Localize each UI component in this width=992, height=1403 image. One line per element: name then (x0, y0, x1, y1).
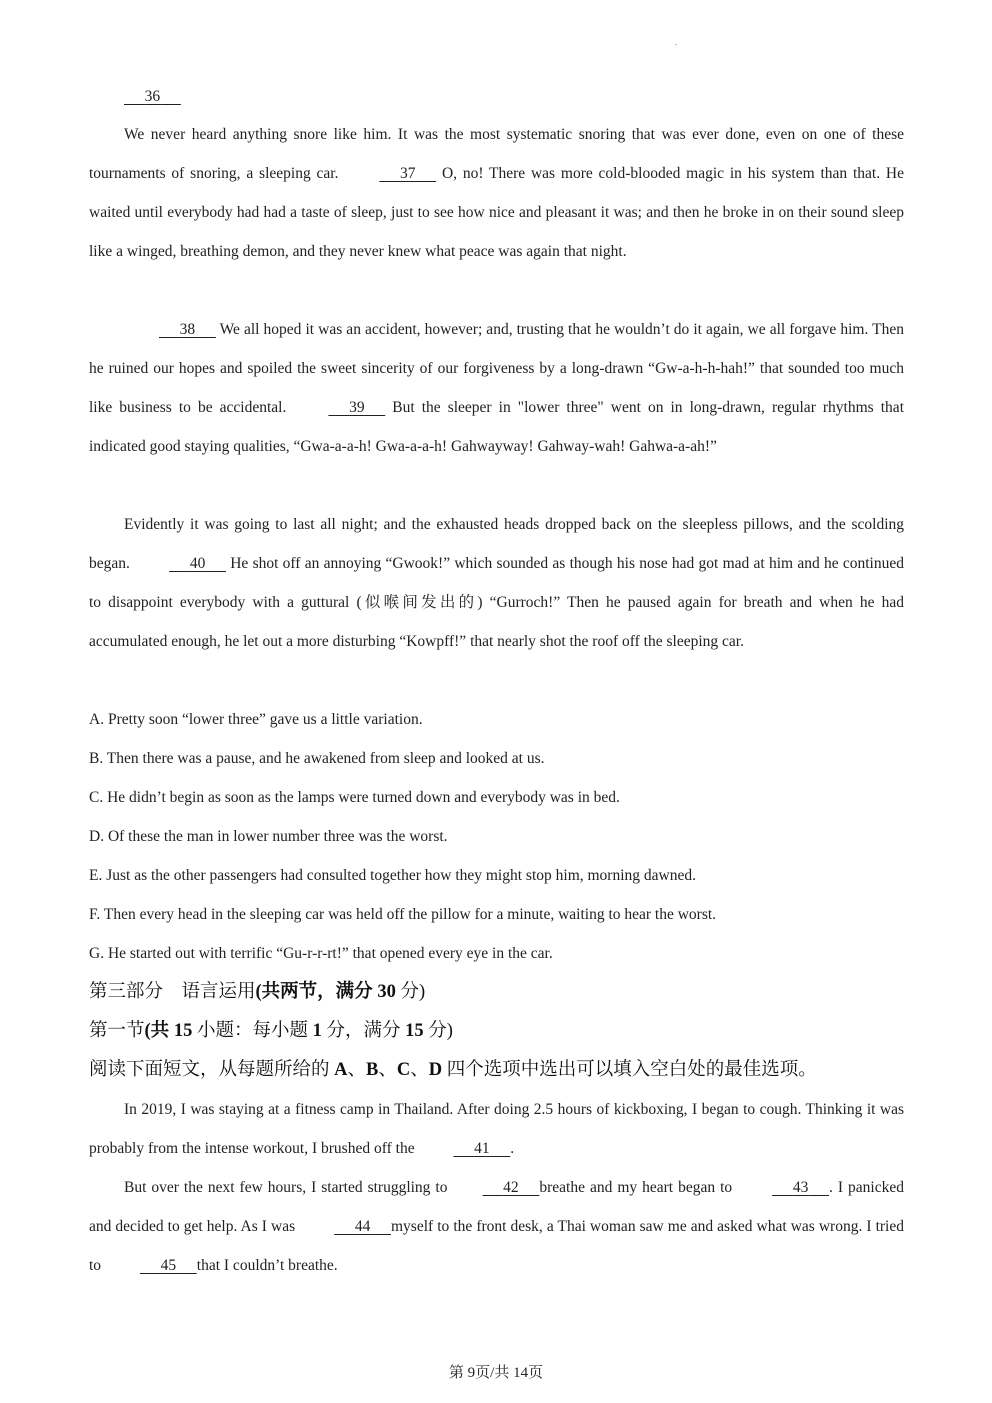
blank-36[interactable]: 36 (144, 88, 161, 105)
blank-37[interactable]: 37 (399, 165, 416, 182)
page-footer: 第 9页/共 14页 (448, 1365, 544, 1381)
paragraph-3-text-b: He shot off an annoying “Gwook!” which sounded as though his nose had got mad at him and he continued to disappoint everybody with a guttural (似喉间发出的) “Gurroch!” Then he paused again for breath and when he had accumulated enough, he let out a more disturbing “Kowpff!” that nearly shot the roof off the sleeping car. (89, 555, 904, 650)
paragraph-4 (89, 1090, 904, 1168)
blank-39[interactable]: 39 (349, 399, 365, 416)
paragraph-5-text-b: breathe and my heart began to (539, 1179, 738, 1196)
option-e: E. Just as the other passengers had consulted together how they might stop him, morning dawned. (89, 867, 696, 884)
paragraph-4-text-a: In 2019, I was staying at a fitness camp in Thailand. After doing 2.5 hours of kickboxing, I began to cough. Thinking it was probably from the intense workout, I brushed off the (89, 1101, 904, 1157)
paragraph-5-text-a: But over the next few hours, I started struggling to (124, 1179, 448, 1196)
paragraph-1 (89, 115, 904, 271)
option-g: G. He started out with terrific “Gu-r-r-rt!” that opened every eye in the car. (89, 945, 553, 962)
paragraph-4-text-b: . (510, 1140, 515, 1157)
section-3-1-heading: 第一节(共 15 小题：每小题 1 分，满分 15 分) (89, 1021, 453, 1041)
option-a: A. Pretty soon “lower three” gave us a little variation. (89, 711, 423, 728)
blank-41[interactable]: 41 (474, 1140, 490, 1157)
paragraph-2 (89, 310, 904, 466)
option-d: D. Of these the man in lower number three was the worst. (89, 828, 448, 845)
paragraph-5-text-c: . I panicked and decided to get help. As I was (89, 1179, 904, 1235)
paragraph-5-text-e: that I couldn’t breathe. (196, 1257, 338, 1274)
blank-44[interactable]: 44 (354, 1218, 371, 1235)
option-f: F. Then every head in the sleeping car was held off the pillow for a minute, waiting to hear the worst. (89, 906, 717, 923)
paragraph-1-text-b: O, no! There was more cold-blooded magic in his system than that. He waited until everybody had had a taste of sleep, just to see how nice and pleasant it was; and then he broke in on their sound sleep like a winged, breathing demon, and they never knew what peace was again that night. (89, 165, 904, 260)
blank-42[interactable]: 42 (503, 1179, 519, 1196)
option-b: B. Then there was a pause, and he awakened from sleep and looked at us. (89, 750, 545, 767)
blank-38[interactable]: 38 (179, 321, 196, 338)
paragraph-5 (89, 1168, 904, 1285)
instruction: 阅读下面短文，从每题所给的 A、B、C、D 四个选项中选出可以填入空白处的最佳选项。 (89, 1060, 817, 1080)
paragraph-5-text-d: myself to the front desk, a Thai woman saw me and asked what was wrong. I tried to (89, 1218, 904, 1274)
paragraph-2-text-b: But the sleeper in "lower three" went on in long-drawn, regular rhythms that indicated good staying qualities, “Gwa-a-a-h! Gwa-a-a-h! Gahwayway! Gahway-wah! Gahwa-a-ah!” (89, 399, 904, 455)
paragraph-2-text-a: We all hoped it was an accident, however; and, trusting that he wouldn’t do it again, we all forgave him. Then he ruined our hopes and spoiled the sweet sincerity of our forgiveness by a long-drawn “Gw-a-h-h-hah!” that sounded too much like business to be accidental. (89, 321, 904, 416)
blank-40[interactable]: 40 (189, 555, 206, 572)
scan-dot (675, 44, 677, 45)
blank-43[interactable]: 43 (792, 1179, 809, 1196)
paragraph-3 (89, 505, 904, 661)
section-3-heading: 第三部分 语言运用(共两节，满分 30 分) (89, 982, 426, 1002)
paragraph-1-text-a: We never heard anything snore like him. It was the most systematic snoring that was ever done, even on one of these tournaments of snoring, a sleeping car. (89, 126, 904, 182)
option-c: C. He didn’t begin as soon as the lamps were turned down and everybody was in bed. (89, 789, 620, 806)
paragraph-3-text-a: Evidently it was going to last all night; and the exhausted heads dropped back on the sleepless pillows, and the scolding began. (89, 516, 904, 572)
blank-45[interactable]: 45 (160, 1257, 177, 1274)
blank-36-line (124, 77, 939, 116)
